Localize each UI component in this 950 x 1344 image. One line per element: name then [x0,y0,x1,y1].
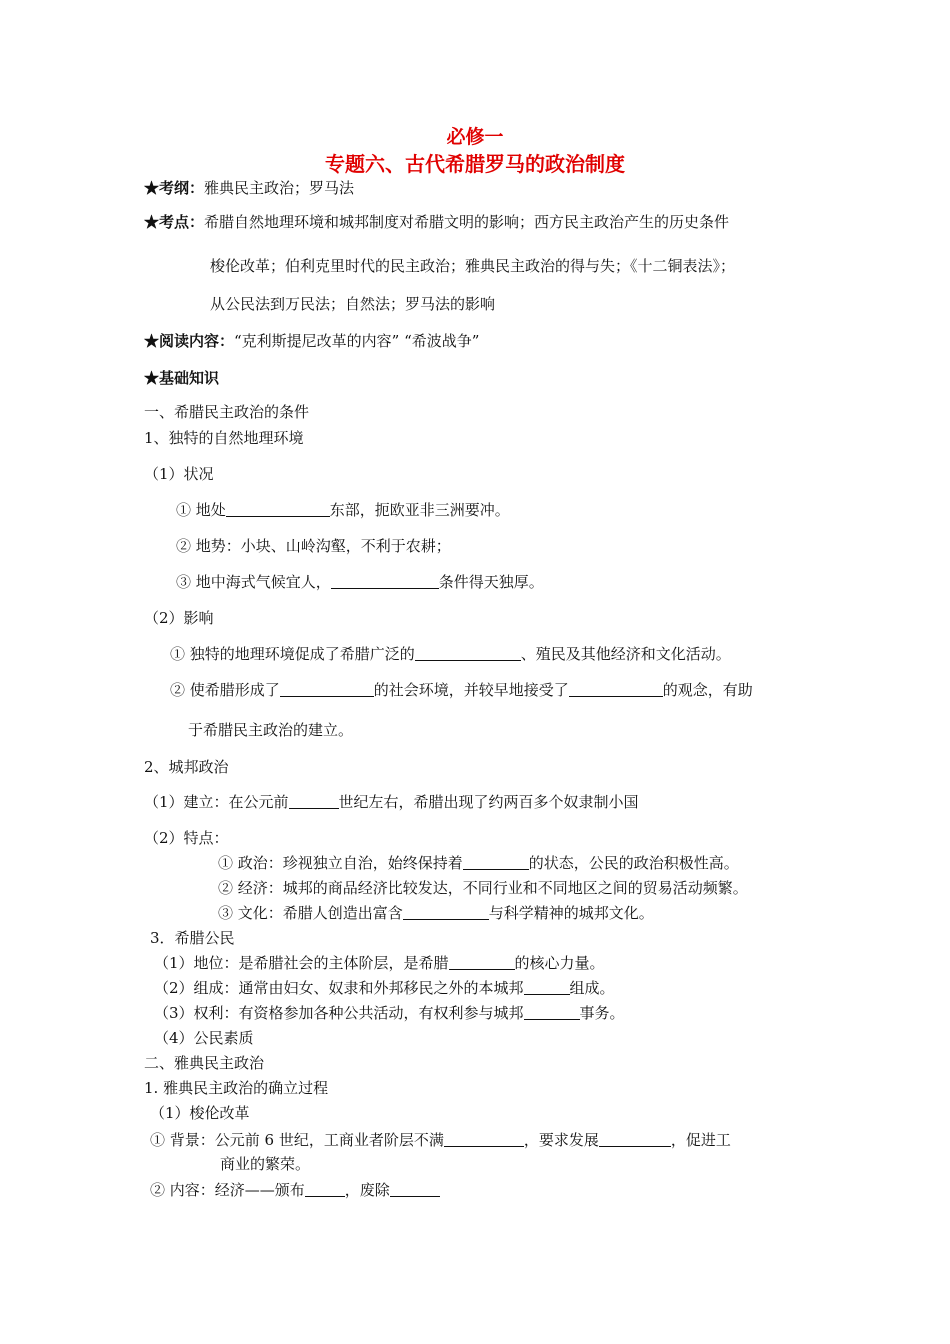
geo-item-2: ② 地势：小块、山岭沟壑，不利于农耕； [176,537,451,555]
fill-blank[interactable] [403,903,489,920]
geo-item-1: ① 地处 东部，扼欧亚非三洲要冲。 [176,501,510,519]
outline-text: 雅典民主政治；罗马法 [204,179,355,197]
city-features: （2）特点： [144,829,229,847]
solon-background: ① 背景：公元前 6 世纪，工商业者阶层不满 ，要求发展 ，促进工 [150,1131,731,1149]
reading-label: ★阅读内容： [144,332,235,350]
points-line-2: 梭伦改革；伯利克里时代的民主政治；雅典民主政治的得与失；《十二铜表法》； [210,257,736,275]
effect-item-1: ① 独特的地理环境促成了希腊广泛的 、殖民及其他经济和文化活动。 [170,645,731,663]
solon-content: ② 内容：经济——颁布 ，废除 [150,1180,440,1200]
points-line-1: ★考点：希腊自然地理环境和城邦制度对希腊文明的影响；西方民主政治产生的历史条件 [144,213,730,231]
citizen-title: 3．希腊公民 [150,929,235,947]
geo-status: （1）状况 [144,465,214,483]
geo-item-3: ③ 地中海式气候宜人， 条件得天独厚。 [176,573,544,591]
fill-blank[interactable] [524,978,570,995]
points-line-3: 从公民法到万民法；自然法；罗马法的影响 [210,295,496,313]
fill-blank[interactable] [226,500,330,517]
establish-process: 1. 雅典民主政治的确立过程 [144,1079,329,1097]
city-title: 2、城邦政治 [144,758,229,776]
course-title: 必修一 [446,126,504,148]
solon-background-cont: 商业的繁荣。 [220,1155,311,1173]
basics-heading: ★基础知识 [144,369,220,387]
geo-title: 1、独特的自然地理环境 [144,429,304,447]
geo-effect: （2）影响 [144,609,214,627]
section-2-title: 二、雅典民主政治 [144,1054,265,1072]
fill-blank[interactable] [415,644,521,661]
section-1-title: 一、希腊民主政治的条件 [144,403,310,421]
feature-economy: ② 经济：城邦的商品经济比较发达，不同行业和不同地区之间的贸易活动频繁。 [218,879,748,897]
solon-reform: （1）梭伦改革 [150,1104,250,1122]
feature-politics: ① 政治：珍视独立自治，始终保持着 的状态，公民的政治积极性高。 [218,854,739,872]
effect-item-2-cont: 于希腊民主政治的建立。 [188,721,354,739]
reading-text: “克利斯提尼改革的内容” “希波战争” [234,332,480,350]
effect-item-2: ② 使希腊形成了 的社会环境，并较早地接受了 的观念，有助 [170,681,753,699]
topic-title: 专题六、古代希腊罗马的政治制度 [325,152,625,176]
fill-blank[interactable] [289,792,339,809]
fill-blank[interactable] [390,1180,440,1197]
citizen-quality: （4）公民素质 [154,1029,254,1047]
city-established: （1）建立：在公元前 世纪左右，希腊出现了约两百多个奴隶制小国 [144,793,639,811]
reading-line [144,331,479,351]
fill-blank[interactable] [280,680,374,697]
outline-line [144,178,354,198]
fill-blank[interactable] [449,953,515,970]
outline-label: ★考纲： [144,179,205,197]
fill-blank[interactable] [524,1003,580,1020]
citizen-rights: （3）权利：有资格参加各种公共活动，有权利参与城邦 事务。 [154,1004,625,1022]
citizen-status: （1）地位：是希腊社会的主体阶层，是希腊 的核心力量。 [154,954,605,972]
fill-blank[interactable] [331,572,439,589]
feature-culture: ③ 文化：希腊人创造出富含 与科学精神的城邦文化。 [218,904,654,922]
citizen-composition: （2）组成：通常由妇女、奴隶和外邦移民之外的本城邦 组成。 [154,979,615,997]
fill-blank[interactable] [599,1130,671,1147]
points-label: ★考点： [144,213,205,231]
fill-blank[interactable] [305,1180,345,1197]
fill-blank[interactable] [463,853,529,870]
fill-blank[interactable] [444,1130,524,1147]
fill-blank[interactable] [569,680,663,697]
